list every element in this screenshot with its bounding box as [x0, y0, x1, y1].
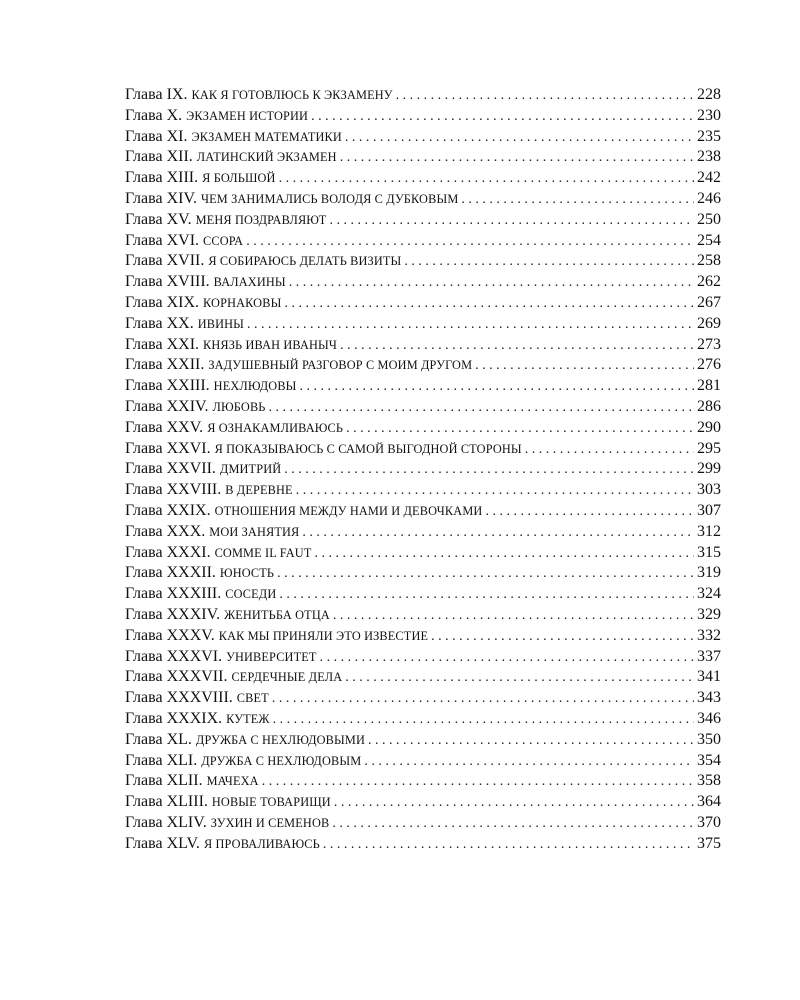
chapter-title: ОТНОШЕНИЯ МЕЖДУ НАМИ И ДЕВОЧКАМИ [214, 503, 483, 518]
chapter-label: Глава IX. [125, 86, 188, 103]
chapter-title: ЮНОСТЬ [219, 566, 275, 581]
chapter-label: Глава XLI. [125, 751, 198, 769]
chapter-label: Глава XL. [125, 730, 192, 748]
chapter-label: Глава XIX. [125, 293, 200, 311]
chapter-title: В ДЕРЕВНЕ [225, 483, 293, 498]
chapter-label: Глава XX. [125, 314, 194, 332]
dot-leader [333, 608, 694, 624]
page-number: 286 [697, 397, 721, 415]
dot-leader [475, 358, 694, 374]
dot-leader [311, 109, 694, 125]
toc-entry [125, 731, 721, 752]
page-number: 324 [697, 585, 721, 603]
dot-leader [320, 650, 694, 666]
dot-leader [273, 712, 694, 728]
chapter-label: Глава XLIV. [125, 813, 207, 831]
page-number: 358 [697, 772, 721, 790]
toc-entry [125, 107, 721, 128]
toc-entry [125, 211, 721, 232]
chapter-title: МОИ ЗАНЯТИЯ [209, 524, 300, 539]
chapter-title: Я ПОКАЗЫВАЮСЬ С САМОЙ ВЫГОДНОЙ СТОРОНЫ [214, 441, 522, 456]
toc-entry [125, 481, 721, 502]
page-number: 350 [697, 730, 721, 748]
chapter-title: ЗУХИН И СЕМЕНОВ [210, 815, 330, 830]
chapter-label: Глава XXXIV. [125, 605, 221, 623]
toc-entry [125, 86, 721, 107]
dot-leader [340, 338, 694, 354]
chapter-label: Глава XIII. [125, 169, 199, 187]
toc-entry [125, 544, 721, 565]
toc-entry [125, 835, 721, 856]
dot-leader [396, 88, 694, 104]
chapter-label: Глава XVIII. [125, 273, 210, 291]
chapter-label: Глава XXVI. [125, 439, 211, 457]
chapter-title: ЧЕМ ЗАНИМАЛИСЬ ВОЛОДЯ С ДУБКОВЫМ [200, 191, 459, 206]
dot-leader [289, 275, 694, 291]
chapter-label: Глава XII. [125, 148, 193, 166]
toc-entry [125, 273, 721, 294]
chapter-title: СОСЕДИ [225, 587, 277, 602]
page-number: 341 [697, 668, 721, 686]
page-number: 235 [697, 127, 721, 145]
dot-leader [404, 254, 694, 270]
chapter-label: Глава XXIII. [125, 377, 210, 395]
chapter-title: Я ПРОВАЛИВАЮСЬ [203, 836, 320, 851]
dot-leader [279, 171, 694, 187]
page-number: 299 [697, 460, 721, 478]
dot-leader [269, 400, 694, 416]
chapter-label: Глава XXII. [125, 356, 205, 374]
chapter-title: ЭКЗАМЕН ИСТОРИИ [186, 108, 309, 123]
chapter-label: Глава X. [125, 106, 183, 124]
chapter-title: СЕРДЕЧНЫЕ ДЕЛА [231, 670, 343, 685]
page-number: 346 [697, 709, 721, 727]
page-number: 281 [697, 377, 721, 395]
toc-entry [125, 564, 721, 585]
chapter-title: КУТЕЖ [226, 711, 270, 726]
page-number: 315 [697, 543, 721, 561]
toc-entry [125, 398, 721, 419]
chapter-label: Глава XVII. [125, 252, 205, 270]
chapter-title: ССОРА [203, 233, 244, 248]
page-number: 370 [697, 813, 721, 831]
chapter-label: Глава XXX. [125, 522, 206, 540]
page-number: 303 [697, 481, 721, 499]
page-number: 337 [697, 647, 721, 665]
page-number: 269 [697, 314, 721, 332]
chapter-title: ДМИТРИЙ [219, 462, 282, 477]
toc-entry [125, 336, 721, 357]
toc-entry [125, 377, 721, 398]
chapter-title: НОВЫЕ ТОВАРИЩИ [211, 795, 331, 810]
dot-leader [277, 566, 694, 582]
chapter-label: Глава XXV. [125, 418, 204, 436]
chapter-title: ЭКЗАМЕН МАТЕМАТИКИ [191, 129, 342, 144]
page-number: 230 [697, 106, 721, 124]
chapter-label: Глава XXXV. [125, 626, 215, 644]
chapter-title: МЕНЯ ПОЗДРАВЛЯЮТ [195, 212, 327, 227]
chapter-title: ЛЮБОВЬ [212, 399, 266, 414]
dot-leader [329, 213, 694, 229]
chapter-label: Глава XXXVIII. [125, 689, 233, 707]
toc-entry [125, 523, 721, 544]
toc-entry [125, 502, 721, 523]
table-of-contents [125, 86, 721, 855]
chapter-title: КОРНАКОВЫ [203, 295, 282, 310]
dot-leader [300, 379, 694, 395]
chapter-title: МАЧЕХА [206, 774, 259, 789]
toc-entry [125, 814, 721, 835]
page-number: 262 [697, 273, 721, 291]
toc-entry [125, 772, 721, 793]
chapter-label: Глава XLII. [125, 772, 203, 790]
dot-leader [431, 629, 694, 645]
chapter-label: Глава XXI. [125, 335, 200, 353]
chapter-label: Глава XXXIX. [125, 709, 223, 727]
dot-leader [461, 192, 694, 208]
dot-leader [368, 733, 694, 749]
dot-leader [346, 421, 694, 437]
page-number: 312 [697, 522, 721, 540]
page-number: 343 [697, 689, 721, 707]
page-number: 307 [697, 501, 721, 519]
toc-entry [125, 294, 721, 315]
chapter-title: УНИВЕРСИТЕТ [226, 649, 317, 664]
toc-entry [125, 190, 721, 211]
page-number: 354 [697, 751, 721, 769]
chapter-label: Глава XLIII. [125, 793, 208, 811]
dot-leader [340, 150, 694, 166]
page-number: 228 [697, 86, 721, 103]
toc-entry [125, 648, 721, 669]
chapter-label: Глава XI. [125, 127, 188, 145]
dot-leader [296, 483, 694, 499]
page-number: 290 [697, 418, 721, 436]
chapter-title: НЕХЛЮДОВЫ [213, 379, 297, 394]
toc-entry [125, 793, 721, 814]
toc-entry [125, 460, 721, 481]
chapter-title: Я СОБИРАЮСЬ ДЕЛАТЬ ВИЗИТЫ [208, 254, 402, 269]
toc-entry [125, 440, 721, 461]
chapter-label: Глава XXIX. [125, 501, 211, 519]
chapter-label: Глава XXVIII. [125, 481, 222, 499]
chapter-label: Глава XXIV. [125, 397, 209, 415]
dot-leader [262, 774, 694, 790]
page-number: 246 [697, 189, 721, 207]
chapter-title: КАК Я ГОТОВЛЮСЬ К ЭКЗАМЕНУ [191, 88, 393, 102]
toc-entry [125, 315, 721, 336]
toc-entry [125, 710, 721, 731]
page-number: 375 [697, 834, 721, 852]
toc-entry [125, 252, 721, 273]
chapter-title: КАК МЫ ПРИНЯЛИ ЭТО ИЗВЕСТИЕ [218, 628, 429, 643]
dot-leader [332, 816, 694, 832]
chapter-title: КНЯЗЬ ИВАН ИВАНЫЧ [203, 337, 338, 352]
chapter-label: Глава XXVII. [125, 460, 216, 478]
dot-leader [284, 296, 694, 312]
toc-entry [125, 606, 721, 627]
dot-leader [246, 234, 694, 250]
chapter-label: Глава XXXII. [125, 564, 216, 582]
chapter-label: Глава XXXIII. [125, 585, 222, 603]
chapter-title: ЛАТИНСКИЙ ЭКЗАМЕН [196, 150, 337, 165]
chapter-title: ДРУЖБА С НЕХЛЮДОВЫМ [201, 753, 362, 768]
chapter-label: Глава XVI. [125, 231, 200, 249]
toc-entry [125, 128, 721, 149]
chapter-title: ИВИНЫ [197, 316, 245, 331]
chapter-title: Я ОЗНАКАМЛИВАЮСЬ [207, 420, 344, 435]
page-number: 332 [697, 626, 721, 644]
chapter-label: Глава XV. [125, 210, 192, 228]
toc-entry [125, 148, 721, 169]
page-number: 238 [697, 148, 721, 166]
dot-leader [247, 317, 694, 333]
chapter-title: СВЕТ [236, 691, 269, 706]
chapter-label: Глава XLV. [125, 834, 200, 852]
dot-leader [334, 795, 694, 811]
dot-leader [485, 504, 694, 520]
chapter-title: COMME IL FAUT [214, 545, 312, 560]
toc-entry [125, 627, 721, 648]
chapter-title: ДРУЖБА С НЕХЛЮДОВЫМИ [195, 732, 366, 747]
dot-leader [323, 837, 694, 853]
dot-leader [525, 442, 694, 458]
dot-leader [345, 130, 694, 146]
page-number: 329 [697, 605, 721, 623]
dot-leader [272, 691, 694, 707]
page-number: 242 [697, 169, 721, 187]
toc-entry [125, 668, 721, 689]
page-number: 267 [697, 293, 721, 311]
dot-leader [302, 525, 694, 541]
page-number: 258 [697, 252, 721, 270]
toc-entry [125, 356, 721, 377]
toc-entry [125, 752, 721, 773]
dot-leader [284, 462, 694, 478]
dot-leader [364, 754, 694, 770]
chapter-title: ЖЕНИТЬБА ОТЦА [224, 607, 330, 622]
page-number: 276 [697, 356, 721, 374]
dot-leader [315, 546, 695, 562]
toc-entry [125, 689, 721, 710]
toc-entry [125, 419, 721, 440]
page-number: 364 [697, 793, 721, 811]
chapter-title: ВАЛАХИНЫ [213, 275, 286, 290]
page-number: 319 [697, 564, 721, 582]
chapter-label: Глава XXXI. [125, 543, 211, 561]
dot-leader [345, 670, 694, 686]
chapter-label: Глава XIV. [125, 189, 197, 207]
dot-leader [279, 587, 694, 603]
toc-entry [125, 585, 721, 606]
chapter-label: Глава XXXVI. [125, 647, 223, 665]
chapter-title: Я БОЛЬШОЙ [202, 171, 276, 186]
page-number: 273 [697, 335, 721, 353]
chapter-title: ЗАДУШЕВНЫЙ РАЗГОВОР С МОИМ ДРУГОМ [208, 358, 473, 373]
page-number: 254 [697, 231, 721, 249]
toc-entry [125, 232, 721, 253]
chapter-label: Глава XXXVII. [125, 668, 228, 686]
toc-entry [125, 169, 721, 190]
page-number: 250 [697, 210, 721, 228]
page-number: 295 [697, 439, 721, 457]
